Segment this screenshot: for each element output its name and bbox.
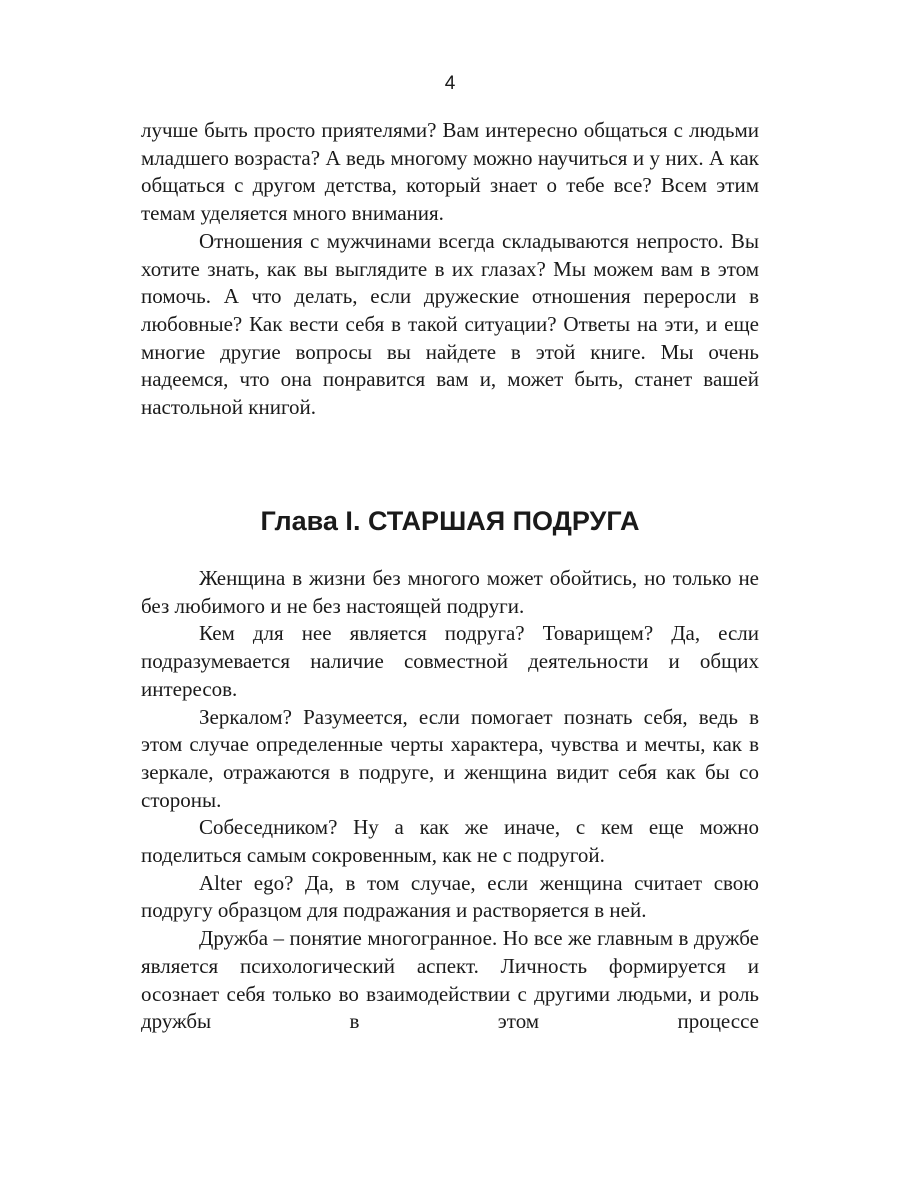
intro-paragraph-2: Отношения с мужчинами всегда складываются непросто. Вы хотите знать, как вы выглядите в их глазах? Мы можем вам в этом помочь. А что делать, если дружеские отношения переросли в любовные? Как вести себя в такой ситуации? Ответы на эти, и еще многие другие вопросы вы найдете в этой книге. Мы очень надеемся, что она понравится вам и, может быть, станет вашей настольной книгой. — [141, 228, 759, 420]
page-number: 4 — [444, 73, 456, 94]
chapter-paragraph-2: Кем для нее является подруга? Товарищем? Да, если подразумевается наличие совместной деятельности и общих интересов. — [141, 621, 759, 701]
chapter-paragraph-4: Собеседником? Ну а как же иначе, с кем еще можно поделиться самым сокровенным, как не с подругой. — [141, 815, 759, 868]
intro-paragraph-1: лучше быть просто приятелями? Вам интересно общаться с людьми младшего возраста? А ведь многому можно научиться и у них. А как общаться с другом детства, который знает о тебе все? Всем этим темам уделяется много внимания. — [141, 118, 759, 226]
chapter-paragraph-5: Alter ego? Да, в том случае, если женщина считает свою подругу образцом для подражания и растворяется в ней. — [141, 870, 759, 923]
intro-text — [141, 117, 759, 422]
chapter-paragraph-1: Женщина в жизни без многого может обойтись, но только не без любимого и не без настоящей подруги. — [141, 566, 759, 618]
chapter-text — [141, 565, 759, 1036]
chapter-title: Глава I. СТАРШАЯ ПОДРУГА — [260, 506, 640, 536]
chapter-paragraph-6: Дружба – понятие многогранное. Но все же главным в дружбе является психологический аспект. Личность формируется и осознает себя только во взаимодействии с другими людьми, и роль дружбы в этом процессе — [141, 926, 759, 1034]
chapter-paragraph-3: Зеркалом? Разумеется, если помогает познать себя, ведь в этом случае определенные черты характера, чувства и мечты, как в зеркале, отражаются в подруге, и женщина видит себя как бы со стороны. — [141, 704, 759, 812]
